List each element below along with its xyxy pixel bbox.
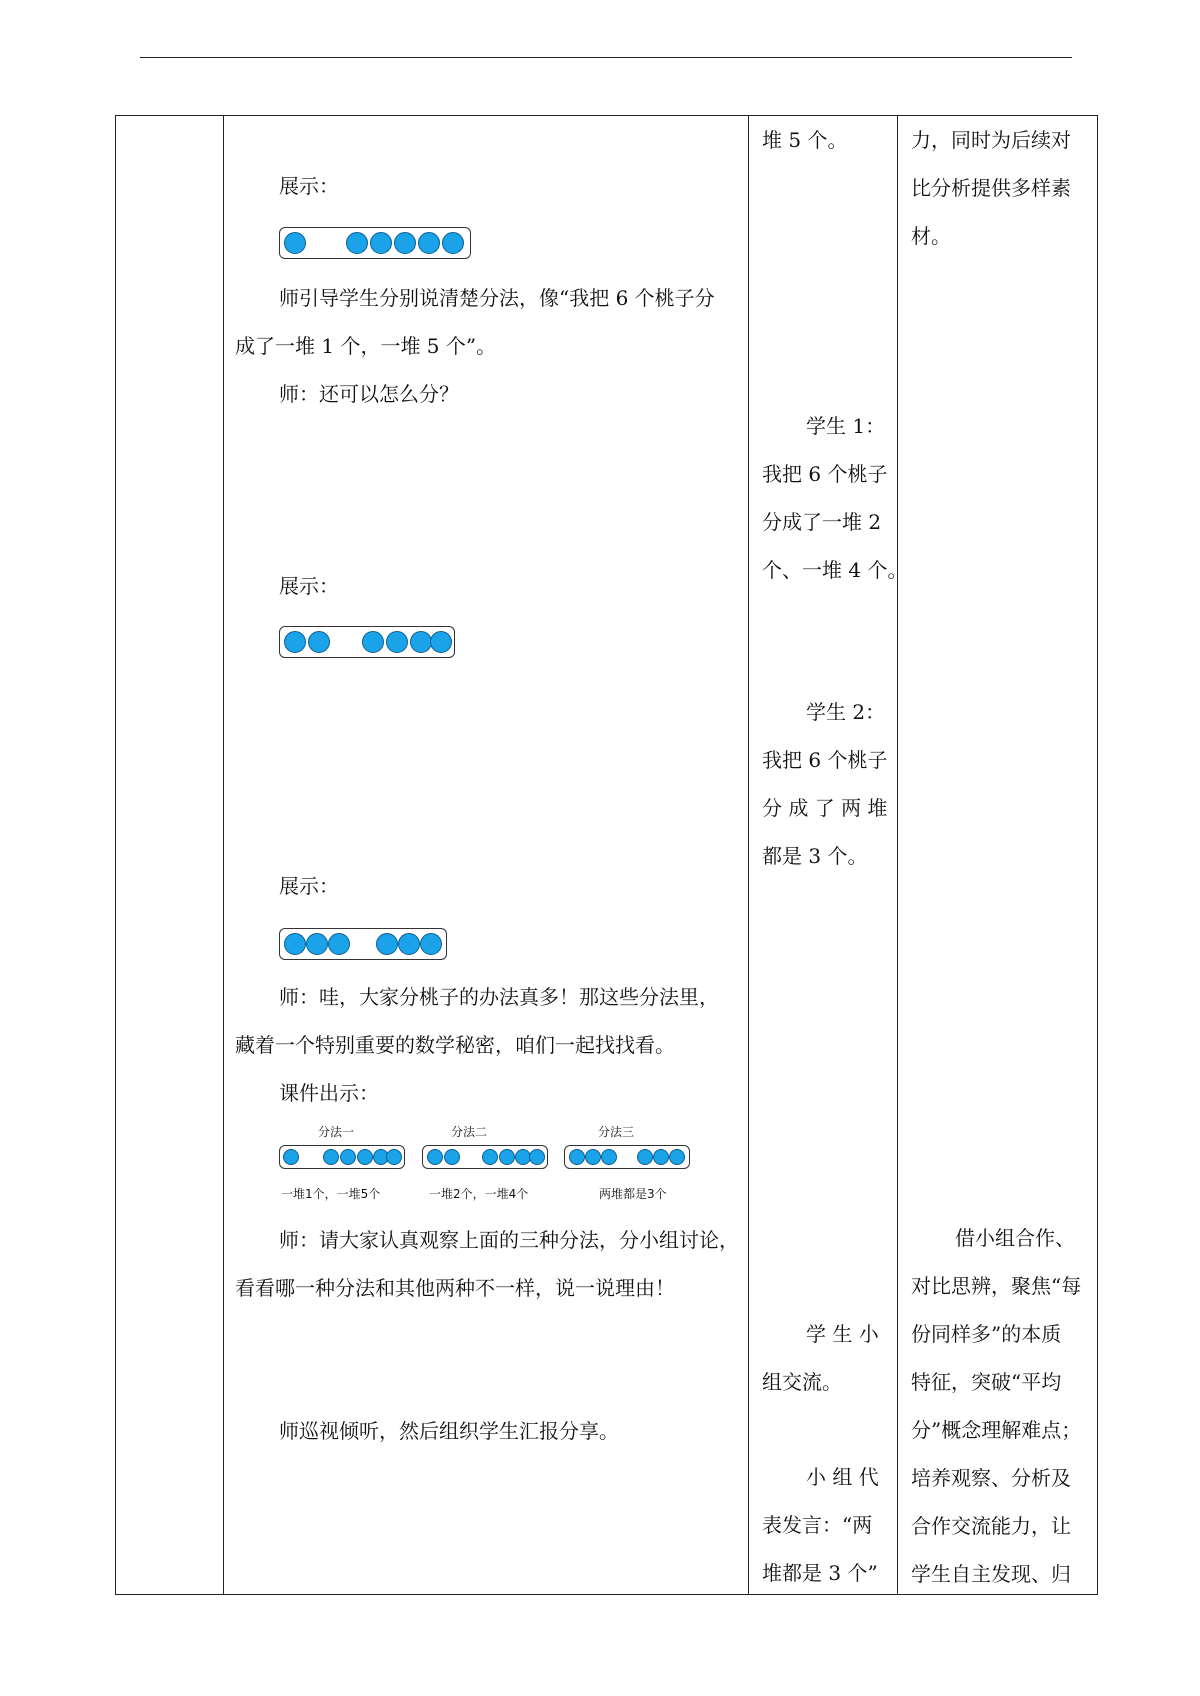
teacher-task-line-2: 看看哪一种分法和其他两种不一样，说一说理由！ [235,1276,675,1300]
peach-dot [410,631,432,653]
student-2-line-2: 分 成 了 两 堆 [762,796,888,820]
courseware-label: 课件出示： [279,1081,379,1105]
intent-a-line-3: 材。 [911,224,951,248]
peach-dot [444,1149,460,1165]
intent-b-line-7: 合作交流能力，让 [911,1514,1071,1538]
method-1-title: 分法一 [318,1125,355,1139]
method-3-caption: 两堆都是3个 [599,1187,667,1201]
teacher-guide-line-2: 成了一堆 1 个，一堆 5 个”。 [235,334,497,358]
method-2-caption: 一堆2个，一堆4个 [429,1187,529,1201]
peach-dot [362,631,384,653]
intent-b-line-2: 对比思辨，聚焦“每 [911,1274,1082,1298]
method-1-caption: 一堆1个，一堆5个 [281,1187,381,1201]
method-3-title: 分法三 [598,1125,635,1139]
peach-dot [499,1149,515,1165]
intent-b-line-8: 学生自主发现、归 [911,1562,1071,1586]
peach-split-figure-2 [279,626,455,658]
peach-dot [340,1149,356,1165]
header-rule [140,57,1072,58]
student-2-line-1: 我把 6 个桃子 [762,748,888,772]
method-2-figure [422,1145,548,1169]
intent-b-line-4: 特征，突破“平均 [911,1370,1062,1394]
group-rep-line-2: 表发言：“两 [762,1513,873,1537]
student-2-line-3: 都是 3 个。 [762,844,868,868]
peach-dot [669,1149,685,1165]
column-divider-2 [748,116,749,1594]
peach-dot [418,232,440,254]
teacher-task-line-1: 师：请大家认真观察上面的三种分法，分小组讨论， [279,1228,739,1252]
peach-dot [284,232,306,254]
student-text-cont: 堆 5 个。 [762,128,848,152]
peach-dot [529,1149,545,1165]
teacher-remark-line-1: 师：哇，大家分桃子的办法真多！那这些分法里， [279,985,719,1009]
peach-dot [427,1149,443,1165]
peach-dot [323,1149,339,1165]
column-divider-3 [897,116,898,1594]
peach-dot [283,1149,299,1165]
method-2-title: 分法二 [451,1125,488,1139]
peach-dot [569,1149,585,1165]
show-label-3: 展示： [279,874,339,898]
group-rep-line-3: 堆都是 3 个” [762,1561,878,1585]
peach-dot [420,933,442,955]
peach-dot [308,631,330,653]
peach-dot [376,933,398,955]
peach-dot [346,232,368,254]
peach-split-figure-3 [279,928,447,960]
intent-b-line-1: 借小组合作、 [955,1226,1075,1250]
peach-dot [637,1149,653,1165]
group-rep-line-1: 小 组 代 [806,1465,879,1489]
peach-dot [370,232,392,254]
peach-dot [328,933,350,955]
student-1-line-2: 分成了一堆 2 [762,510,882,534]
student-1-line-1: 我把 6 个桃子 [762,462,888,486]
peach-split-figure-1 [279,227,471,259]
peach-dot [653,1149,669,1165]
peach-dot [601,1149,617,1165]
column-divider-1 [223,116,224,1594]
peach-dot [386,1149,402,1165]
peach-dot [386,631,408,653]
show-label-1: 展示： [279,174,339,198]
intent-a-line-2: 比分析提供多样素 [911,176,1071,200]
method-3-figure [564,1145,690,1169]
student-1-label: 学生 1： [806,414,886,438]
method-1-figure [279,1145,405,1169]
teacher-remark-line-2: 藏着一个特别重要的数学秘密，咱们一起找找看。 [235,1033,675,1057]
intent-b-line-5: 分”概念理解难点； [911,1418,1082,1442]
peach-dot [284,631,306,653]
peach-dot [394,232,416,254]
student-1-line-3: 个、一堆 4 个。 [762,558,908,582]
peach-dot [357,1149,373,1165]
peach-dot [585,1149,601,1165]
group-discussion-line-2: 组交流。 [762,1370,842,1394]
teacher-wrapup: 师巡视倾听，然后组织学生汇报分享。 [279,1419,619,1443]
peach-dot [430,631,452,653]
peach-dot [284,933,306,955]
teacher-guide-line-1: 师引导学生分别说清楚分法，像“我把 6 个桃子分 [279,286,715,310]
peach-dot [398,933,420,955]
teacher-question: 师：还可以怎么分？ [279,382,459,406]
group-discussion-line-1: 学 生 小 [806,1322,879,1346]
intent-a-line-1: 力，同时为后续对 [911,128,1071,152]
peach-dot [442,232,464,254]
intent-b-line-3: 份同样多”的本质 [911,1322,1062,1346]
peach-dot [306,933,328,955]
peach-dot [482,1149,498,1165]
intent-b-line-6: 培养观察、分析及 [911,1466,1071,1490]
student-2-label: 学生 2： [806,700,886,724]
show-label-2: 展示： [279,574,339,598]
